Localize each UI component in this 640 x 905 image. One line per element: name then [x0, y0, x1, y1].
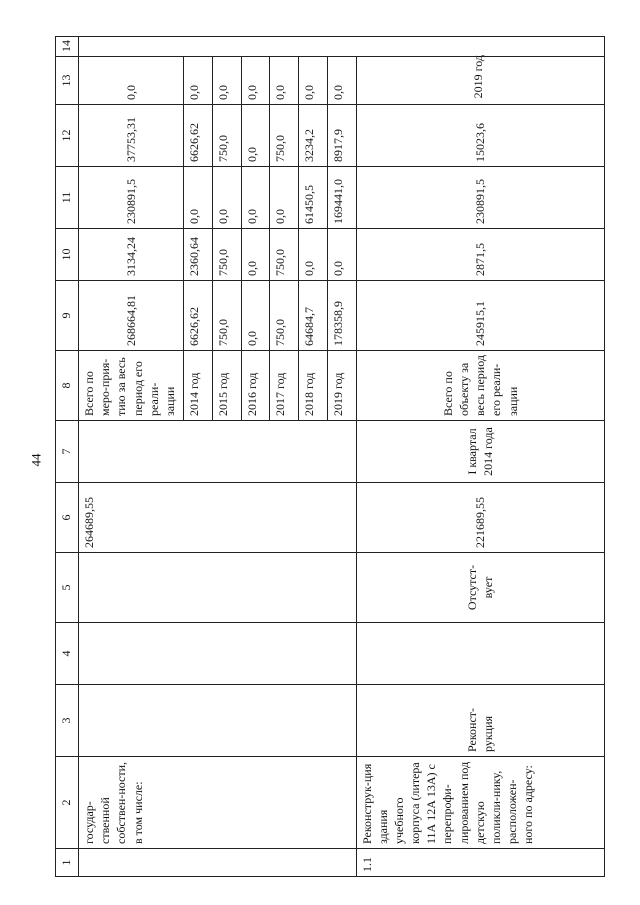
- cell-value: 0,0: [241, 105, 270, 167]
- cell: [79, 685, 357, 757]
- col-header-7: 7: [56, 421, 79, 483]
- cell-period-label: Всего по меро-прия-тию за весь период его реали-зации: [79, 351, 184, 421]
- cell-value: 0,0: [270, 167, 299, 229]
- cell-value: 0,0: [241, 57, 270, 105]
- cell: [79, 421, 357, 483]
- cell-start-date: I квартал 2014 года: [356, 421, 605, 483]
- cell-total: 0,0: [241, 281, 270, 351]
- cell-value: 15023,6: [356, 105, 605, 167]
- cell-total: 245915,1: [356, 281, 605, 351]
- col-header-8: 8: [56, 351, 79, 421]
- cell: [79, 37, 605, 57]
- cell-estimated-cost: 221689,55: [356, 483, 605, 553]
- cell-value: 750,0: [212, 229, 241, 281]
- budget-table: [55, 36, 605, 877]
- cell-value: 6626,62: [184, 105, 213, 167]
- cell-value: 0,0: [299, 229, 328, 281]
- cell-value: 750,0: [270, 105, 299, 167]
- cell-status: Отсутст-вует: [356, 553, 605, 623]
- cell-value: 0,0: [241, 167, 270, 229]
- col-header-4: 4: [56, 623, 79, 685]
- col-header-10: 10: [56, 229, 79, 281]
- page-number: 44: [28, 453, 44, 467]
- cell-value: 230891,5: [79, 167, 184, 229]
- cell-value: 3134,24: [79, 229, 184, 281]
- cell: [79, 623, 357, 685]
- cell-period-label: Всего по объекту за весь период его реали-зации: [356, 351, 605, 421]
- cell-description: государ-ственной собствен-ности, в том числе:: [79, 757, 357, 849]
- cell-value: 0,0: [212, 57, 241, 105]
- cell-value: 750,0: [212, 105, 241, 167]
- cell-value: 0,0: [270, 57, 299, 105]
- cell-total: 6626,62: [184, 281, 213, 351]
- cell-description: Реконструк-ция здания учебного корпуса (литера 11А 12А 13А) с перепрофи-лированием под детскую поликли-нику, расположен-ного по адресу:: [356, 757, 605, 849]
- cell: [356, 623, 605, 685]
- cell-value: 169441,0: [327, 167, 356, 229]
- cell-value: 0,0: [79, 57, 184, 105]
- completion-year: 2019 год: [471, 55, 485, 99]
- cell-total: 178358,9: [327, 281, 356, 351]
- cell-value: 2871,5: [356, 229, 605, 281]
- cell-value: 8917,9: [327, 105, 356, 167]
- cell-value: 37753,31: [79, 105, 184, 167]
- table-row-1-1: [356, 37, 605, 877]
- header-row: [56, 37, 79, 877]
- cell-year: 2016 год: [241, 351, 270, 421]
- cell-work-type: Реконст-рукция: [356, 685, 605, 757]
- cell-value: 750,0: [270, 229, 299, 281]
- cell-year: 2019 год: [327, 351, 356, 421]
- cell-total: 750,0: [212, 281, 241, 351]
- cell-year: 2018 год: [299, 351, 328, 421]
- cell-value: 0,0: [241, 229, 270, 281]
- col-header-3: 3: [56, 685, 79, 757]
- col-header-6: 6: [56, 483, 79, 553]
- col-header-14: 14: [56, 37, 79, 57]
- cell-value: 0,0: [327, 229, 356, 281]
- col-header-1: 1: [56, 849, 79, 877]
- cell-value: 61450,5: [299, 167, 328, 229]
- cell-year: 2014 год: [184, 351, 213, 421]
- cell-estimated-cost: 264689,55: [79, 483, 357, 553]
- table-container: [55, 37, 605, 877]
- cell-row-number: 1.1: [356, 849, 605, 877]
- cell: [79, 849, 357, 877]
- cell-value: 230891,5: [356, 167, 605, 229]
- col-header-12: 12: [56, 105, 79, 167]
- cell-value: 2360,64: [184, 229, 213, 281]
- cell-value: 0,0: [212, 167, 241, 229]
- col-header-13: 13: [56, 57, 79, 105]
- col-header-5: 5: [56, 553, 79, 623]
- cell-value: 0,0: [184, 167, 213, 229]
- cell-value: 0,0: [299, 57, 328, 105]
- col-header-11: 11: [56, 167, 79, 229]
- cell-total: 268664,81: [79, 281, 184, 351]
- col-header-2: 2: [56, 757, 79, 849]
- cell-value: 0,0: [327, 57, 356, 105]
- cell: [79, 553, 357, 623]
- cell-total: 750,0: [270, 281, 299, 351]
- cell-total: 64684,7: [299, 281, 328, 351]
- col-header-9: 9: [56, 281, 79, 351]
- cell-year: 2017 год: [270, 351, 299, 421]
- cell-value: 3234,2: [299, 105, 328, 167]
- cell-year: 2015 год: [212, 351, 241, 421]
- cell-value: 0,0: [184, 57, 213, 105]
- table-row-total: [79, 37, 184, 877]
